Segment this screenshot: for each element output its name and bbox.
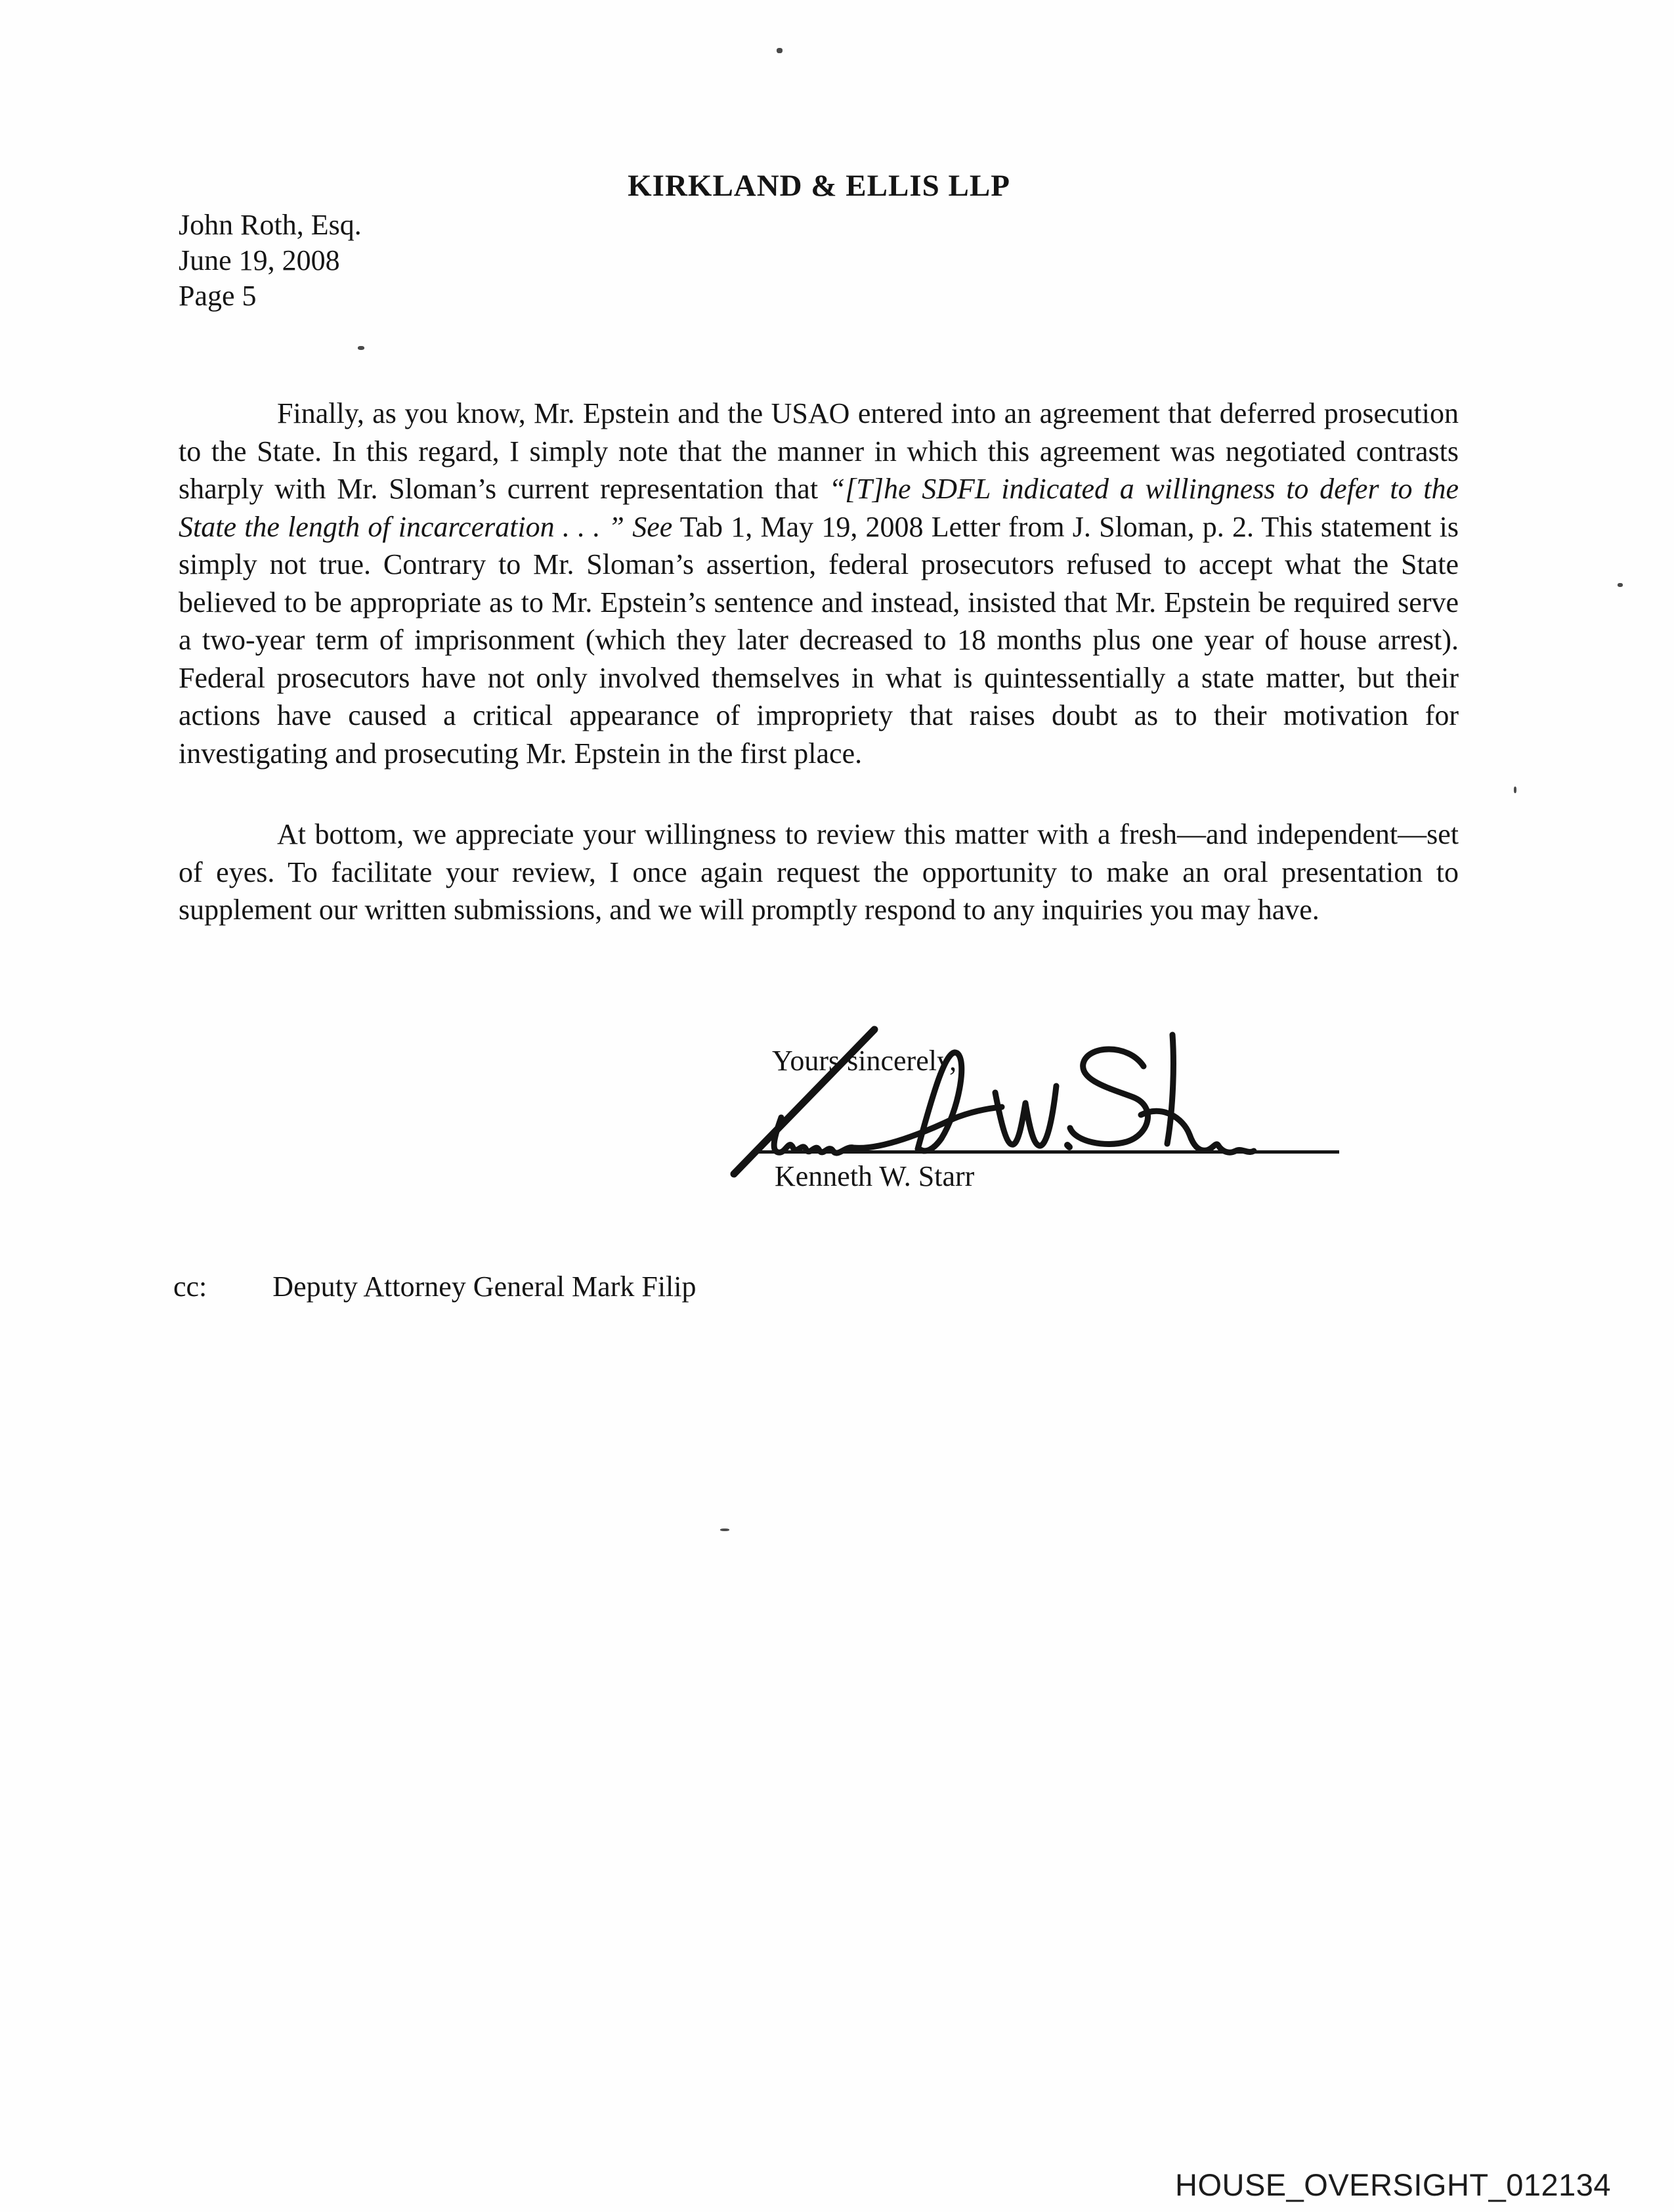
recipient-name: John Roth, Esq. <box>179 209 362 241</box>
body-paragraph-2: At bottom, we appreciate your willingness to review this matter with a fresh—and independent—set of eyes. To facilitate your review, I once again request the opportunity to make an oral presentation to supplement our written submissions, and we will promptly respond to any inquiries you may have. <box>179 818 1459 926</box>
paragraph-1-segment-normal-2: Tab 1, May 19, 2008 Letter from J. Sloman, p. 2. This statement is simply not true. Contrary to Mr. Sloman’s assertion, federal prosecutors refused to accept what the State believed to be appropriate as to Mr. Epstein’s sentence and instead, insisted that Mr. Epstein be required serve a two-year term of imprisonment (which they later decreased to 18 months plus one year of house arrest). Federal prosecutors have not only involved themselves in what is quintessentially a state matter, but their actions have caused a critical appearance of impropriety that raises doubt as to their motivation for investigating and prosecuting Mr. Epstein in the first place. <box>179 510 1459 770</box>
signature-underline <box>755 1150 1339 1154</box>
valediction-text: Yours sincerely, <box>772 1045 957 1077</box>
letter-header-block <box>179 207 362 314</box>
page-number-label: Page 5 <box>179 280 257 312</box>
letter-date: June 19, 2008 <box>179 244 340 276</box>
scan-artifact-dot <box>777 48 783 53</box>
body-paragraph-1 <box>179 395 1459 772</box>
cc-recipient-name: Deputy Attorney General Mark Filip <box>272 1270 697 1303</box>
signer-typed-name: Kenneth W. Starr <box>775 1160 975 1192</box>
cc-block <box>173 1270 697 1303</box>
scan-artifact-dot <box>1514 787 1516 793</box>
paragraph-1-segment-italic-quote: “[T]he SDFL indicated a willingness to defer to the State the length of incarceration . . . ” See <box>179 473 1459 543</box>
bates-number-stamp: HOUSE_OVERSIGHT_012134 <box>1175 2167 1612 2202</box>
firm-letterhead-title: KIRKLAND & ELLIS LLP <box>628 169 1010 203</box>
letter-body <box>179 395 1459 929</box>
scan-artifact-dot <box>358 346 364 350</box>
paragraph-1-segment-normal: Finally, as you know, Mr. Epstein and the USAO entered into an agreement that deferred prosecution to the State. In this regard, I simply note that the manner in which this agreement was negotiated contrasts sharply with Mr. Sloman’s current representation that <box>179 397 1459 505</box>
scan-artifact-dot <box>720 1529 729 1531</box>
cc-label: cc: <box>173 1270 207 1303</box>
scan-artifact-dot <box>1618 583 1623 587</box>
